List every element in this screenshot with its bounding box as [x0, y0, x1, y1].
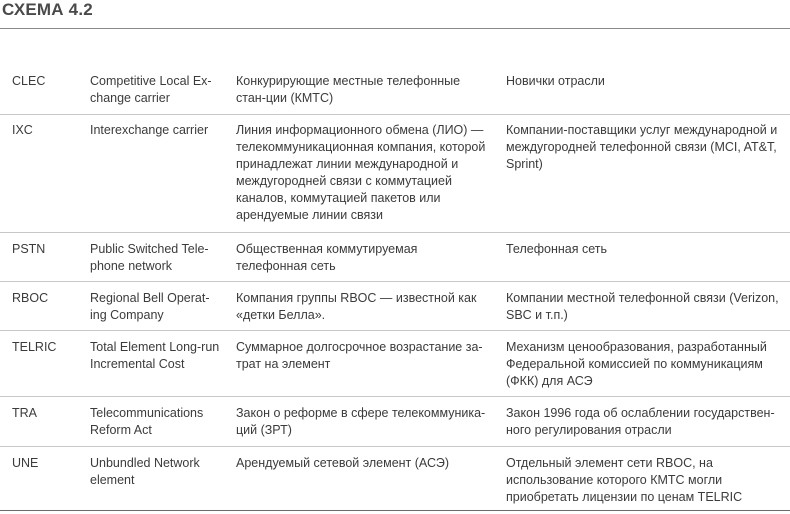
- english-term-cell: Interexchange carrier: [90, 123, 209, 137]
- row-divider: [0, 232, 790, 233]
- english-term-cell: Unbundled Network element: [90, 456, 200, 487]
- russian-term-cell: Арендуемый сетевой элемент (АСЭ): [236, 456, 450, 470]
- abbreviation-cell: UNE: [12, 456, 39, 470]
- abbreviation-cell: TELRIC: [12, 340, 57, 354]
- english-term-cell: Regional Bell Operat-ing Company: [90, 291, 210, 322]
- abbreviation-cell: IXC: [12, 123, 33, 137]
- description-cell: Отдельный элемент сети RBOC, на использование которого КМТС могли приобретать лицензии по ценам TELRIC: [506, 456, 743, 504]
- russian-term-cell: Общественная коммутируемая телефонная сеть: [236, 242, 418, 273]
- russian-term-cell: Конкурирующие местные телефонные стан-ции (КМТС): [236, 74, 461, 105]
- row-divider: [0, 396, 790, 397]
- row-divider: [0, 446, 790, 447]
- english-term-cell: Telecommunications Reform Act: [90, 406, 204, 437]
- english-term-cell: Public Switched Tele-phone network: [90, 242, 209, 273]
- abbreviation-cell: CLEC: [12, 74, 46, 88]
- abbreviation-cell: TRA: [12, 406, 37, 420]
- row-divider: [0, 330, 790, 331]
- bottom-divider: [0, 510, 790, 511]
- description-cell: Телефонная сеть: [506, 242, 607, 256]
- row-divider: [0, 114, 790, 115]
- description-cell: Новички отрасли: [506, 74, 605, 88]
- english-term-cell: Total Element Long-run Incremental Cost: [90, 340, 220, 371]
- russian-term-cell: Закон о реформе в сфере телекоммуника-ций (ЗРТ): [236, 406, 486, 437]
- russian-term-cell: Линия информационного обмена (ЛИО) — телекоммуникационная компания, которой принадлежат линии международной и междугородней связи с коммутацией каналов, коммутацией пакетов или арендуемые линии связи: [236, 123, 486, 222]
- row-divider: [0, 281, 790, 282]
- description-cell: Компании местной телефонной связи (Verizon, SBC и т.п.): [506, 291, 779, 322]
- abbreviation-cell: RBOC: [12, 291, 49, 305]
- description-cell: Компании-поставщики услуг международной и междугородней телефонной связи (MCI, AT&T, Sprint): [506, 123, 778, 171]
- description-cell: Закон 1996 года об ослаблении государствен-ного регулирования отрасли: [506, 406, 775, 437]
- russian-term-cell: Суммарное долгосрочное возрастание за-трат на элемент: [236, 340, 483, 371]
- page-title: СХЕМА 4.2: [2, 0, 93, 19]
- russian-term-cell: Компания группы RBOC — известной как «детки Белла».: [236, 291, 477, 322]
- description-cell: Механизм ценообразования, разработанный Федеральной комиссией по коммуникациям (ФКК) для АСЭ: [506, 340, 767, 388]
- english-term-cell: Competitive Local Ex-change carrier: [90, 74, 212, 105]
- abbreviation-cell: PSTN: [12, 242, 46, 256]
